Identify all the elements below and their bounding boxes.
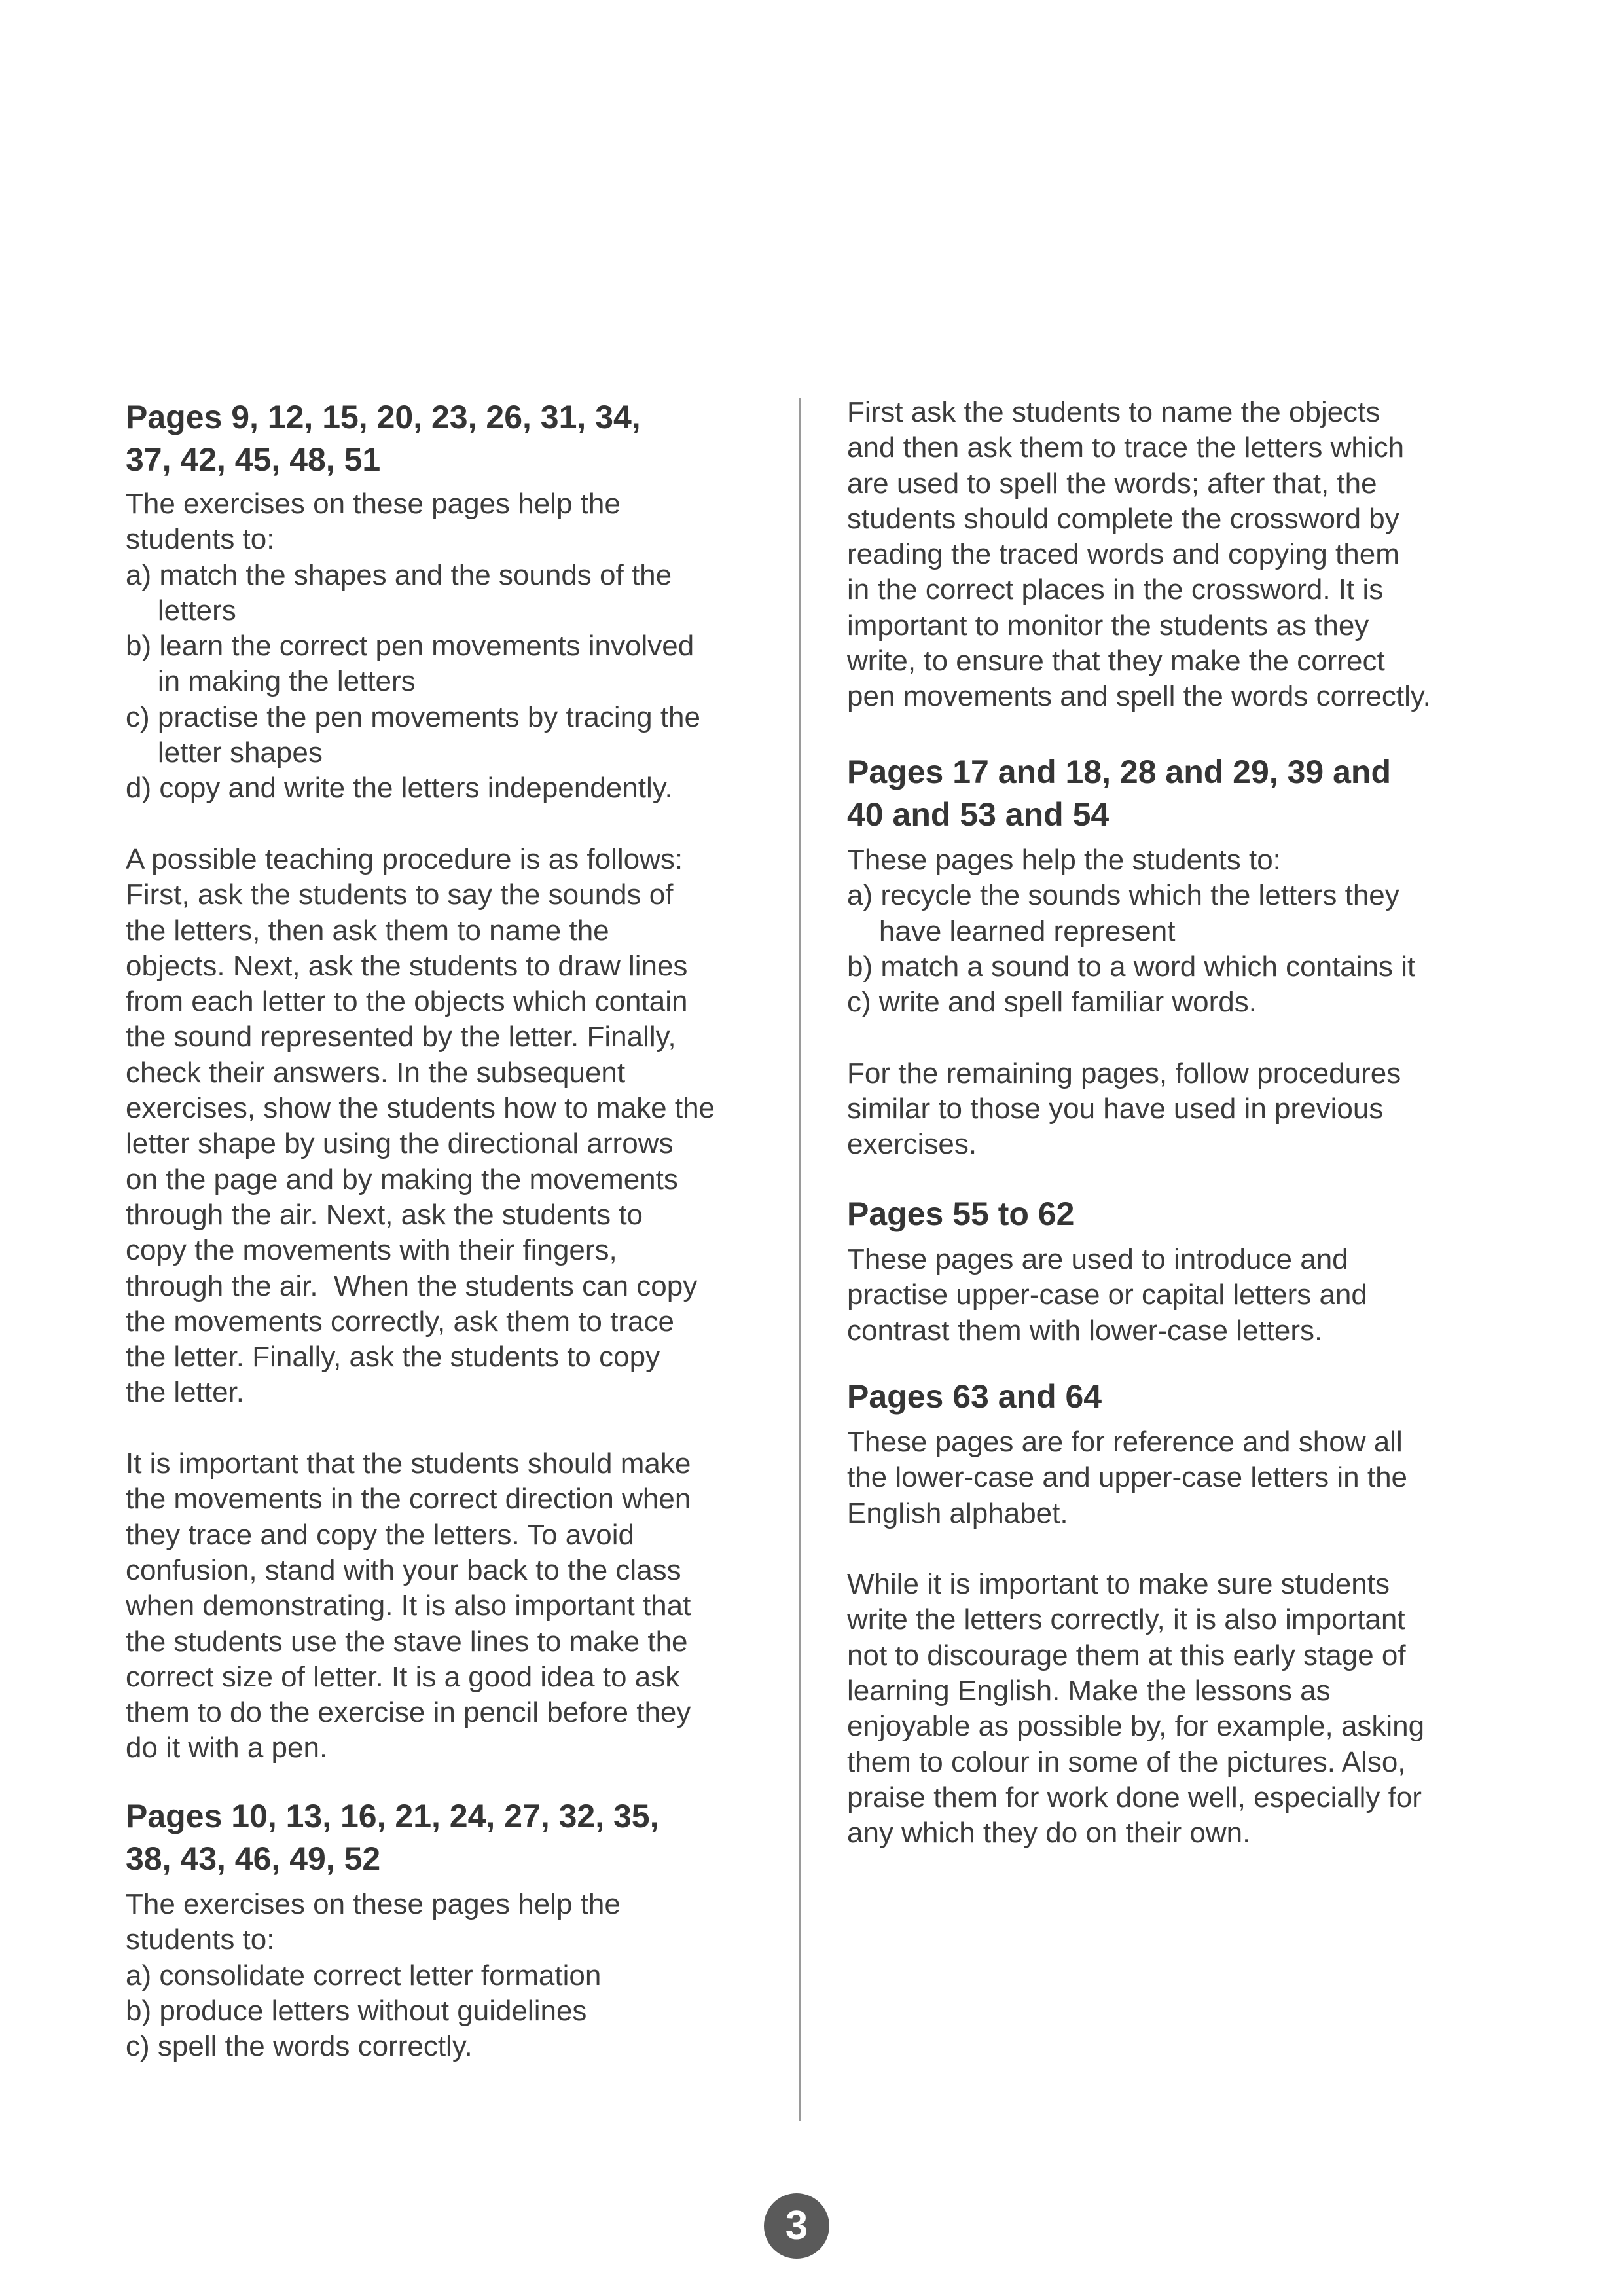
text-line: any which they do on their own. (847, 1817, 1251, 1850)
text-line: reading the traced words and copying them (847, 538, 1399, 571)
heading-line: Pages 55 to 62 (847, 1195, 1075, 1232)
text-line: have learned represent (847, 915, 1176, 947)
body-paragraph (126, 486, 780, 1766)
text-line (126, 1411, 780, 1446)
text-line: contrast them with lower-case letters. (847, 1314, 1323, 1347)
text-line: learning English. Make the lessons as (847, 1675, 1331, 1707)
text-line: students to: (126, 523, 275, 556)
text-line: the movements correctly, ask them to trace (126, 1305, 674, 1338)
text-line: write, to ensure that they make the correct (847, 645, 1385, 678)
section-heading (847, 751, 1515, 836)
text-line: in the correct places in the crossword. It is (847, 574, 1384, 606)
text-line: through the air. Next, ask the students to (126, 1198, 643, 1231)
text-line (847, 1020, 1515, 1055)
text-line: b) learn the correct pen movements involved (126, 630, 695, 663)
text-line: a) recycle the sounds which the letters they (847, 879, 1399, 912)
text-line: when demonstrating. It is also important that (126, 1590, 691, 1622)
text-line: copy the movements with their fingers, (126, 1234, 617, 1267)
text-line: These pages help the students to: (847, 844, 1281, 876)
text-line: from each letter to the objects which contain (126, 985, 688, 1018)
body-paragraph (847, 1425, 1515, 1851)
text-line: the lower-case and upper-case letters in the (847, 1461, 1408, 1494)
text-line: letter shapes (126, 737, 323, 769)
text-line: letters (126, 594, 236, 627)
text-line: the letters, then ask them to name the (126, 914, 609, 947)
text-line: First, ask the students to say the sounds of (126, 879, 674, 911)
text-line (126, 807, 780, 842)
section-heading (847, 1376, 1515, 1418)
text-line: pen movements and spell the words correctly. (847, 680, 1431, 713)
text-line: b) match a sound to a word which contains it (847, 950, 1416, 983)
text-line: them to do the exercise in pencil before they (126, 1696, 691, 1729)
text-line: students to: (126, 1923, 275, 1956)
section-heading (126, 1795, 780, 1880)
text-line: similar to those you have used in previous (847, 1093, 1384, 1125)
text-line: on the page and by making the movements (126, 1163, 678, 1195)
text-line: write the letters correctly, it is also important (847, 1603, 1405, 1636)
heading-line: Pages 9, 12, 15, 20, 23, 26, 31, 34, (126, 399, 641, 435)
heading-line: Pages 63 and 64 (847, 1378, 1102, 1415)
text-line: students should complete the crossword by (847, 502, 1399, 535)
text-line: confusion, stand with your back to the class (126, 1554, 681, 1586)
text-line: While it is important to make sure students (847, 1568, 1390, 1601)
text-line: A possible teaching procedure is as follows: (126, 843, 683, 875)
body-paragraph (847, 1242, 1515, 1349)
text-line: For the remaining pages, follow procedures (847, 1057, 1401, 1089)
text-line: in making the letters (126, 665, 416, 698)
text-line: d) copy and write the letters independently. (126, 772, 673, 805)
text-line: not to discourage them at this early stage of (847, 1639, 1406, 1671)
text-line (847, 1531, 1515, 1567)
heading-line: Pages 17 and 18, 28 and 29, 39 and (847, 754, 1391, 790)
text-line: the students use the stave lines to make the (126, 1625, 688, 1658)
text-line: they trace and copy the letters. To avoid (126, 1518, 634, 1551)
text-line: are used to spell the words; after that, the (847, 467, 1377, 500)
text-line: do it with a pen. (126, 1732, 328, 1764)
text-line: important to monitor the students as they (847, 609, 1369, 642)
text-line: and then ask them to trace the letters which (847, 431, 1405, 464)
text-line: the letter. (126, 1376, 245, 1409)
text-line: b) produce letters without guidelines (126, 1994, 587, 2027)
text-line: enjoyable as possible by, for example, asking (847, 1710, 1425, 1743)
section-heading (847, 1193, 1515, 1235)
text-line: them to colour in some of the pictures. Also, (847, 1745, 1406, 1778)
text-line: the sound represented by the letter. Finally, (126, 1021, 676, 1053)
text-line: objects. Next, ask the students to draw lines (126, 949, 688, 982)
text-line: a) match the shapes and the sounds of the (126, 558, 672, 591)
text-line: c) practise the pen movements by tracing the (126, 701, 700, 733)
text-line: It is important that the students should make (126, 1448, 691, 1480)
heading-line: Pages 10, 13, 16, 21, 24, 27, 32, 35, (126, 1798, 659, 1834)
text-line: c) write and spell familiar words. (847, 986, 1257, 1019)
body-paragraph (847, 843, 1515, 1163)
text-line: These pages are used to introduce and (847, 1243, 1348, 1275)
body-paragraph (126, 1887, 780, 2064)
heading-line: 37, 42, 45, 48, 51 (126, 441, 381, 478)
text-line: the letter. Finally, ask the students to copy (126, 1341, 660, 1374)
text-line: praise them for work done well, especially for (847, 1781, 1422, 1813)
text-line: check their answers. In the subsequent (126, 1056, 626, 1089)
text-line: practise upper-case or capital letters and (847, 1279, 1367, 1311)
text-line: The exercises on these pages help the (126, 488, 621, 520)
text-line: These pages are for reference and show all (847, 1426, 1403, 1458)
text-line: First ask the students to name the objects (847, 396, 1380, 428)
text-line: The exercises on these pages help the (126, 1888, 621, 1920)
text-line: c) spell the words correctly. (126, 2030, 473, 2063)
text-line: correct size of letter. It is a good idea to ask (126, 1660, 680, 1693)
text-line: a) consolidate correct letter formation (126, 1959, 602, 1992)
text-line: through the air. When the students can copy (126, 1269, 698, 1302)
text-line: letter shape by using the directional arrows (126, 1127, 674, 1160)
text-line: exercises, show the students how to make the (126, 1092, 715, 1125)
text-line: English alphabet. (847, 1497, 1068, 1529)
heading-line: 40 and 53 and 54 (847, 796, 1110, 833)
section-heading (126, 396, 780, 481)
body-paragraph (847, 395, 1515, 715)
heading-line: 38, 43, 46, 49, 52 (126, 1840, 381, 1877)
column-divider (799, 398, 801, 2121)
page-number-badge: 3 (764, 2193, 829, 2259)
text-line: exercises. (847, 1128, 977, 1161)
text-line: the movements in the correct direction when (126, 1483, 691, 1516)
